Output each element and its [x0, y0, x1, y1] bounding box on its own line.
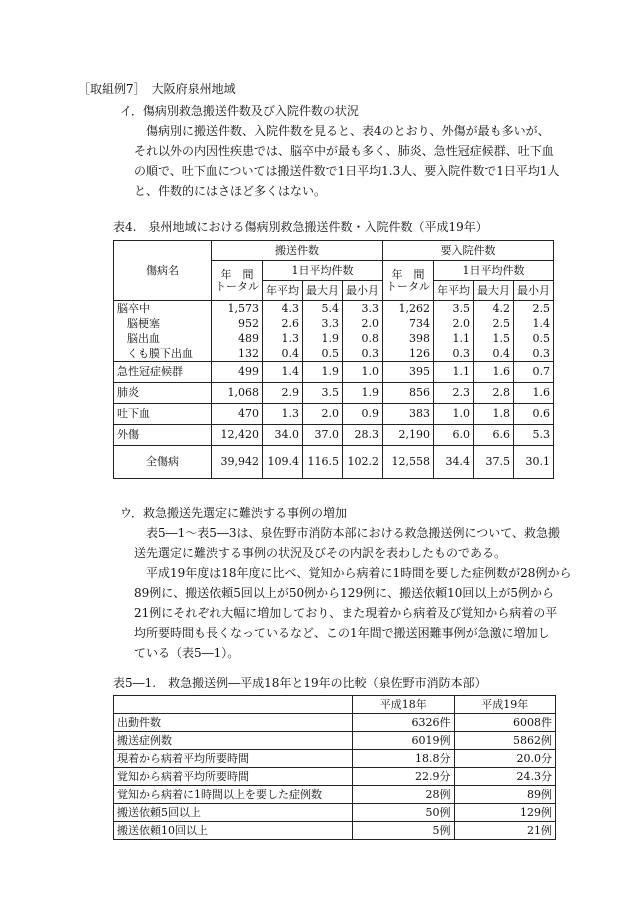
cell: 30.1 — [514, 446, 554, 479]
cell: 50例 — [353, 804, 455, 822]
cell: 1.0 — [434, 404, 474, 425]
paragraph-line: と、件数的にはさほど多くはない。 — [134, 184, 327, 198]
cell: 0.9 — [343, 404, 383, 425]
row-label: 覚知から病着平均所要時間 — [114, 768, 353, 786]
cell: 734 — [409, 317, 430, 330]
row-label: 搬送依頼10回以上 — [114, 822, 353, 840]
row-label: 搬送依頼5回以上 — [114, 804, 353, 822]
paragraph-line: ている（表5―1）。 — [134, 646, 240, 660]
cell: 952 — [238, 317, 259, 330]
cell: 0.7 — [514, 362, 554, 383]
cell: 6008件 — [454, 714, 556, 732]
header-blank — [114, 696, 353, 714]
cell: 6019例 — [353, 732, 455, 750]
cell: 0.6 — [514, 404, 554, 425]
cell: 6.0 — [434, 425, 474, 446]
cell: 2.0 — [452, 317, 470, 330]
cell: 856 — [383, 383, 434, 404]
paragraph-line: 傷病別に搬送件数、入院件数を見ると、表4のとおり、外傷が最も多いが、 — [146, 124, 550, 138]
table-row — [114, 732, 556, 750]
table5-caption: 表5―1. 救急搬送例―平成18年と19年の比較（泉佐野市消防本部） — [113, 676, 487, 690]
cell: 3.3 — [361, 302, 379, 315]
header-annual-avg: 年平均 — [263, 281, 303, 301]
cell: 1,068 — [212, 383, 263, 404]
table-row — [114, 804, 556, 822]
cell: 6326件 — [353, 714, 455, 732]
header-daily-avg: 1日平均件数 — [263, 261, 383, 281]
row-name-infarction: 脳梗塞 — [127, 317, 160, 330]
cell: 4.3 — [281, 302, 299, 315]
header-transport: 搬送件数 — [212, 241, 383, 261]
header-min-month: 最小月 — [343, 281, 383, 301]
cell: 1.6 — [474, 362, 514, 383]
header-annual-avg: 年平均 — [434, 281, 474, 301]
row-name-subarachnoid: くも膜下出血 — [127, 347, 193, 360]
cell: 109.4 — [263, 446, 303, 479]
cell: 2.8 — [474, 383, 514, 404]
table-row — [114, 425, 554, 446]
cell: 499 — [212, 362, 263, 383]
cell: 1.3 — [281, 332, 299, 345]
header-h18: 平成18年 — [353, 696, 455, 714]
header-annual-line2: トータル — [215, 279, 259, 293]
table-row — [114, 383, 554, 404]
header-min-month: 最小月 — [514, 281, 554, 301]
header-disease: 傷病名 — [114, 241, 212, 301]
row-label: 搬送症例数 — [114, 732, 353, 750]
header-daily-avg: 1日平均件数 — [434, 261, 554, 281]
paragraph-line: 送先選定に難渋する事例の状況及びその内訳を表わしたものである。 — [134, 546, 507, 560]
cell: 470 — [212, 404, 263, 425]
header-max-month: 最大月 — [474, 281, 514, 301]
cell: 0.3 — [452, 347, 470, 360]
cell: 0.4 — [492, 347, 510, 360]
table-row — [114, 714, 556, 732]
cell: 37.5 — [474, 446, 514, 479]
cell: 1.9 — [321, 332, 339, 345]
header-admission: 要入院件数 — [383, 241, 554, 261]
paragraph-line: の順で、吐下血については搬送件数で1日平均1.3人、要入院件数で1日平均1人 — [134, 164, 560, 178]
cell: 0.3 — [532, 347, 550, 360]
paragraph-line: 89例に、搬送依頼5回以上が50例から129例に、搬送依頼10回以上が5例から — [134, 586, 554, 600]
header-max-month: 最大月 — [303, 281, 343, 301]
header-h19: 平成19年 — [454, 696, 556, 714]
cell: 1.8 — [474, 404, 514, 425]
row-label: 現着から病着平均所要時間 — [114, 750, 353, 768]
cell: 6.6 — [474, 425, 514, 446]
table-row — [114, 822, 556, 840]
cell: 5862例 — [454, 732, 556, 750]
section-heading: ［取組例7］ 大阪府泉州地域 — [78, 82, 236, 96]
cell: 3.5 — [303, 383, 343, 404]
cell: 1.3 — [263, 404, 303, 425]
table4 — [113, 240, 554, 479]
table-row — [114, 301, 554, 362]
cell: 2.5 — [532, 302, 550, 315]
cell: 0.5 — [532, 332, 550, 345]
cell: 132 — [238, 347, 259, 360]
table-row — [114, 786, 556, 804]
header-annual-line2: トータル — [386, 279, 430, 293]
row-label: 覚知から病着に1時間以上を要した症例数 — [114, 786, 353, 804]
header-annual-total — [383, 261, 434, 301]
cell: 2.0 — [303, 404, 343, 425]
table-row — [114, 404, 554, 425]
cell: 18.8分 — [353, 750, 455, 768]
cell: 1,262 — [398, 302, 430, 315]
cell: 126 — [409, 347, 430, 360]
table-row — [114, 362, 554, 383]
table4-caption: 表4. 泉州地域における傷病別救急搬送件数・入院件数（平成19年） — [113, 220, 488, 234]
cell: 0.8 — [361, 332, 379, 345]
cell: 1,573 — [227, 302, 259, 315]
cell: 1.6 — [514, 383, 554, 404]
cell: 28.3 — [343, 425, 383, 446]
cell: 1.1 — [452, 332, 470, 345]
row-name: 肺炎 — [114, 383, 212, 404]
header-annual-line1: 年 間 — [220, 267, 254, 281]
row-name: 急性冠症候群 — [114, 362, 212, 383]
cell: 1.4 — [263, 362, 303, 383]
cell: 1.9 — [343, 383, 383, 404]
header-annual-line1: 年 間 — [391, 267, 425, 281]
cell: 5例 — [353, 822, 455, 840]
cell: 20.0分 — [454, 750, 556, 768]
cell: 2,190 — [383, 425, 434, 446]
cell: 398 — [409, 332, 430, 345]
cell: 89例 — [454, 786, 556, 804]
row-label: 出動件数 — [114, 714, 353, 732]
cell: 3.5 — [452, 302, 470, 315]
paragraph-line: それ以外の内因性疾患では、脳卒中が最も多く、肺炎、急性冠症候群、吐下血 — [134, 144, 554, 158]
table-row-total — [114, 446, 554, 479]
cell: 102.2 — [343, 446, 383, 479]
cell: 1.4 — [532, 317, 550, 330]
table5 — [113, 695, 556, 840]
cell: 2.5 — [492, 317, 510, 330]
cell: 12,558 — [383, 446, 434, 479]
paragraph-line: 21例にそれぞれ大幅に増加しており、また現着から病着及び覚知から病着の平 — [134, 606, 558, 620]
cell: 1.9 — [303, 362, 343, 383]
row-name: 全傷病 — [114, 446, 212, 479]
table-row — [114, 768, 556, 786]
cell: 0.5 — [321, 347, 339, 360]
cell: 4.2 — [492, 302, 510, 315]
cell: 3.3 — [321, 317, 339, 330]
table-row — [114, 750, 556, 768]
paragraph-line: 表5―1～表5―3は、泉佐野市消防本部における救急搬送例について、救急搬 — [146, 526, 561, 540]
cell: 1.1 — [434, 362, 474, 383]
cell: 37.0 — [303, 425, 343, 446]
row-name-hemorrhage: 脳出血 — [127, 332, 160, 345]
cell: 28例 — [353, 786, 455, 804]
row-name: 外傷 — [114, 425, 212, 446]
cell: 0.4 — [281, 347, 299, 360]
subheading-injury-status: イ．傷病別救急搬送件数及び入院件数の状況 — [120, 104, 359, 118]
cell: 21例 — [454, 822, 556, 840]
cell: 5.3 — [514, 425, 554, 446]
cell: 2.3 — [434, 383, 474, 404]
cell: 383 — [383, 404, 434, 425]
row-name: 吐下血 — [114, 404, 212, 425]
cell: 489 — [238, 332, 259, 345]
header-annual-total — [212, 261, 263, 301]
cell: 2.6 — [281, 317, 299, 330]
cell: 34.4 — [434, 446, 474, 479]
cell: 129例 — [454, 804, 556, 822]
paragraph-line: 平成19年度は18年度に比べ、覚知から病着に1時間を要した症例数が28例から — [146, 566, 572, 580]
subheading-difficult-cases: ウ．救急搬送先選定に難渋する事例の増加 — [120, 506, 348, 520]
cell: 34.0 — [263, 425, 303, 446]
cell: 1.5 — [492, 332, 510, 345]
cell: 39,942 — [212, 446, 263, 479]
cell: 24.3分 — [454, 768, 556, 786]
cell: 12,420 — [212, 425, 263, 446]
cell: 2.9 — [263, 383, 303, 404]
cell: 22.9分 — [353, 768, 455, 786]
cell: 116.5 — [303, 446, 343, 479]
paragraph-line: 均所要時間も長くなっているなど、この1年間で搬送困難事例が急激に増加し — [134, 626, 550, 640]
cell: 395 — [383, 362, 434, 383]
cell: 2.0 — [361, 317, 379, 330]
cell: 0.3 — [361, 347, 379, 360]
cell: 1.0 — [343, 362, 383, 383]
row-name-stroke: 脳卒中 — [117, 302, 150, 315]
cell: 5.4 — [321, 302, 339, 315]
